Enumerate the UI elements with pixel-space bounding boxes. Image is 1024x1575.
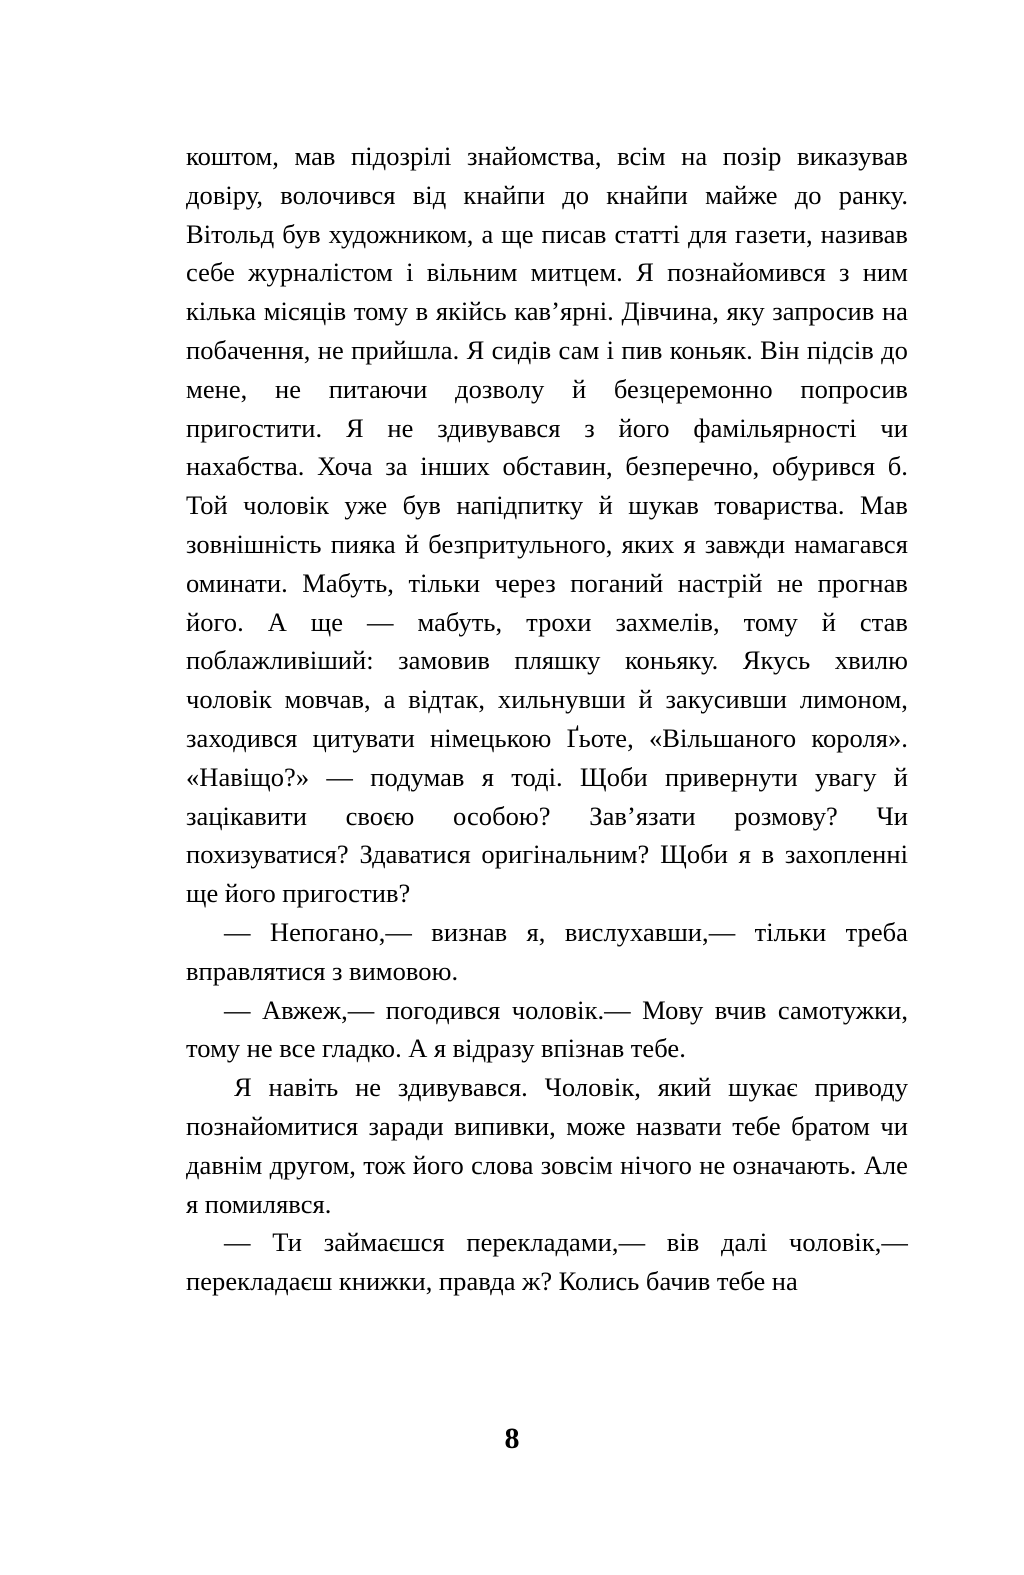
page-number: 8 <box>504 1422 520 1455</box>
page-text-body <box>186 137 908 1301</box>
paragraph-dialogue-1: — Непогано,— визнав я, вислухавши,— тільки треба вправлятися з вимовою. <box>186 916 908 986</box>
paragraph-dialogue-2: — Авжеж,— погодився чоловік.— Мову вчив самотужки, тому не все гладко. А я відразу впізнав тебе. <box>186 994 908 1064</box>
paragraph-continuation: коштом, мав підозрілі знайомства, всім на позір виказував довіру, волочився від кнайпи до кнайпи майже до ранку. Вітольд був художником, а ще писав статті для газети, називав себе журналістом і вільним митцем. Я познайомився з ним кілька місяців тому в якійсь кав’ярні. Дівчина, яку запросив на побачення, не прийшла. Я сидів сам і пив коньяк. Він підсів до мене, не питаючи дозволу й безцеремонно попросив пригостити. Я не здивувався з його фамільярності чи нахабства. Хоча за інших обставин, безперечно, обурився б. Той чоловік уже був напідпитку й шукав товариства. Мав зовнішність пияка й безпритульного, яких я завжди намагався оминати. Мабуть, тільки через поганий настрій не прогнав його. А ще — мабуть, трохи захмелів, тому й став поблажливіший: замовив пляшку коньяку. Якусь хвилю чоловік мовчав, а відтак, хильнувши й закусивши лимоном, заходився цитувати німецькою Ґьоте, «Вільшаного короля». «Навіщо?» — подумав я тоді. Щоби привернути увагу й зацікавити своєю особою? Зав’язати розмову? Чи похизуватися? Здаватися оригінальним? Щоби я в захопленні ще його пригостив? <box>186 141 908 909</box>
paragraph-narrative: Я навіть не здивувався. Чоловік, який шукає приводу познайомитися заради випивки, може назвати тебе братом чи давнім другом, тож його слова зовсім нічого не означають. Але я помилявся. <box>186 1072 908 1219</box>
paragraph-dialogue-3: — Ти займаєшся перекладами,— вів далі чоловік,— перекладаєш книжки, правда ж? Колись бачив тебе на <box>186 1227 908 1297</box>
